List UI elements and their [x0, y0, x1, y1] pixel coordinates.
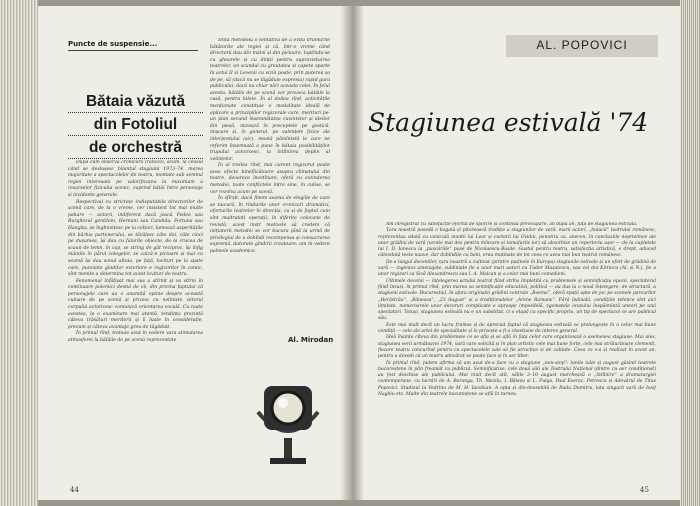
- paragraph: În sfîrșit, dacă finem seama de elegiile de care se bucură, în rîndurile unor cronicari dramatici, eforturile teatrelor în direcția, ca și de faptul cum sînt maltratați operații, în diferite colocane de revistă, acest instr motivele să credem că inițiatorii metodei se vor bucura pînă la urmă de privilegiul de a dobîndi recompensa și consacrarea supremă, datorate gîndirii creatoare: am în vedere palmele academice.: [210, 196, 330, 254]
- page-number-right: 45: [640, 486, 649, 494]
- paragraph: Ultimele decenii — înțelegerea actului teatral fiind strîns împletită cu problemele și semnificația epocii, spectatorul fiind însuși, în primul rînd, prin marea sa semnificație educativă, politică — au dus la o nouă înțelegere, de structură, a stagiunii estivale. Bucureștiul, în afara originalei grădini centrale „Boema”, oferă spații apte de joc pe scenele parcurilor „Herăstrău”, „Băneasa”, „23 August” și a tradiționalelor „Arene Romane”. Fără îndoială, condițiile tehnice sînt aici limitate, numeroarele unor decoruri complicate e aproape imposibilă, zgomotele orașului înspăimîntă uneori pe unii spectatori. Totuși, stagiunea estivală nu e un substitut, ci o etapă cu specific propriu, un tip de spectacol ce are publicul său.: [378, 278, 656, 322]
- paragraph: Am înregistrat cu satisfacție efortul de sporire și continuă preocupare, an după an, față de stagiunea estivală.: [386, 222, 638, 227]
- paragraph: Fenomenul înfățișat mai sus a stîrnit și va stîrni în continuare polemici destul de vii, din pricina faptului că personajele care au o anumită opinie despre această culoare de pe scenă și privesc cu neliniște viitorul corpului actoricesc comunică orientarea vocală. Cu toate acestea, la o examinare mai atentă, tendința prezintă câteva trăsături meritorii și îi luate în considerație, precum și câteva avantaje greu de tăgăduit.: [68, 278, 203, 330]
- paragraph: În al treilea rînd, mai curent regizorul poate avea efecte binefăcătoare asupra climatului din teatre, deoarece încetînare, oferă cu extinderea metodei, toate conflictele între sine, în culise, se vor rezolva acum pe scenă.: [210, 163, 330, 195]
- page-number-left: 44: [70, 486, 79, 494]
- paragraph: De-a lungul deceniilor, țara noastră a cultivat (printre puținele în Europa) stagiunile estivale și un efort de grădină de vară — ingenios amenajate, subliniate fie a unor mari autori cu Tudor Mușatescu, sau cei doi Kiriteca (Al. și N.), fie a unor regizori ca Sică Alexandrescu sau I. A. Maican și a celor mai buni comedieni.: [378, 259, 656, 278]
- paragraph: Ideă înainte cîteva din problemele ce se afla și se află în fața celor care organizează o asemenea stagiune. Mai ales, stagiunea verii următoarei 1974, vară care solicită și în plan artistic cele mai bune forțe, cele mai strălucitoare clementi, fiecare teatru concurînd pentru ca spectacolele sale să fie atractive și de calitate. Ceea ce s-a și realizat în acest an, pentru a dovedi că un teatru adevărat se poate face și în aer liber.: [378, 335, 656, 360]
- paragraph: zintă metodoiu o tentativă de a evita drumurile bătătorite ale regiei și că, într-o vreme când directorii dau din mâini și din picioare, luptîndu-se cu ghearele și cu dinții pentru supraviețuirea teatrelor, un scandal cu greutatea și capete sparte în actul II și Levenii cu viziii poate, prin puterea sa de pe, să (dacă nu se tăgăduie expresia) rapid gura publicului, dacă nu chiar nări aceasta celei. În felul acesta, bătăile de pe scenă vor provoca bătăile la casă, pentru bilete. În al doilea rînd, activitățile menționate constituie o modalitate ideală de aplicare a principiilor regizorale care, merituri pe-un plan secund însemnătatea cuvintelor și ideilor din piesă, mizează în preceptele pe gestică, mișcare și, în general, pe valențele fizice ale interpretului (sic), moată pămîntelă le care ne referim însemnată o pune în bătaia posibilităților trupului actoricesc, la întîlnirea deplin al voiințelor.: [210, 38, 330, 162]
- title-line: Bătaia văzută: [68, 92, 203, 113]
- section-kicker: Puncte de suspensie...: [68, 40, 198, 51]
- spotlight-base: [270, 458, 306, 464]
- author-signature: Al. Mirodan: [288, 336, 334, 344]
- page-stack-right: [680, 0, 700, 506]
- paragraph: După cum observă cronicarii (rancezi, acum, la ceasul când se deslușesc bilanțul stagiunii 1973–74, marea majoritate a spectacolelor de teatru, montate sub semnul regiei interesate pe valorificarea la maximum a resurselor fizicului scenic, cuprind bătăi între personaje și incidente generale.: [68, 160, 203, 198]
- left-article-title: [68, 92, 203, 161]
- title-line: de orchestră: [68, 138, 203, 159]
- spotlight-illustration: [240, 372, 336, 468]
- spotlight-lens: [272, 392, 304, 424]
- paragraph: Respectivul cu strictețe indisputabile directorilor de scenă care, de la o vreme, cer insistent tot mai multe pahare — actorii, indiferent dacă joacă Fedea sau Burghezul gentilom, Hernani sau Candida, Fortuna sau Hangița, se înghiontesc pe la colțuri, lumează asperitățile din bărbia partenerului, se tăvălesc câte doi, câte cinci pe dușumea, își dau cu falurile obiecte, de la crucea de scaun de lemn, în cap, se string de gât reciproc, își înfig mâinile în părul colegelor, se calcă-n picioare și mai cu seamă își dau sonul altuia, pe față, lovituri pe la spate care, punctate ginditor exteriore e regizorilor în comic, sînt menite a determina tot acest lovituri de teatru.: [68, 199, 203, 278]
- title-line: din Fotoliul: [68, 115, 203, 136]
- paragraph: Este mai mult decît un lucru frumos și de apreciat faptul că stagiunea estivală se prelungește în a celor mai bune condiții — cele ale artei de specialitate și le privește a fi o chestiune de interes general.: [378, 322, 656, 335]
- paragraph: În primul rînd, putem afirma că am avut de-a face cu o stagiune „non-stop”: lunile iulie și august găsind teatrele bucureștene în plin freamăt cu publicul. Semnificative, cele două săli ale Teatrului Național (dintre cu aer condiționat) au fost deschise ale publicului. Mai mult decît atît, sălile 3–10 august marchează o „întîlnire” a dramaturgiei contemporane, cu lucrări de A. Baranga, Th. Mazilu, I. Băieșu și L. Fulga, Paul Everac, Petrescu și Adevărul de Titus Popovici. Studioul la Vedrinu de M. H. Iacobian. A opta și din-deosebită de Radu Dumitru, lata singură vară de Iosif Naghiu etc. Multe din teatrele bucureștene se află în turneu.: [378, 360, 656, 398]
- page-stack-left: [0, 0, 38, 506]
- right-article-title: Stagiunea estivală '74: [368, 108, 649, 137]
- spotlight-lens-glare: [278, 398, 288, 408]
- paragraph: Țara noastră posedă o bogată și pitorească tradiție a stagiunilor de vară: marii actori, „bulucii” teatrului românesc, reprezentau odată cu caniculă muntii lui Lear și curtarii lui Ovidiu, penotriu ca, anecen, în concluziile neprielnice ale unor grădini de vară (venite mai des pentru mîncare și tamafurile lor) să absorbise un repertoriu ușor — de la cupletele lui I. D. Ionescu la „pușcăriile” puse de Nicolaescu-Basile. Gustul pentru teatru, satisfacția artistică, e drept, aduced câteodată teste nauve, dar dobîndite cu bani, erau mutinate de tot ceea ce avea mai bun teatrul românesc.: [378, 228, 656, 259]
- right-column: [378, 222, 656, 472]
- author-name: AL. POPOVICI: [536, 38, 628, 52]
- paragraph: În primul rînd, trebuie avut în vedere vara stimularea atmosferei la bătăile de pe scenă reprezentate: [68, 331, 203, 344]
- left-column-a: [68, 160, 203, 460]
- left-column-b: [210, 38, 330, 338]
